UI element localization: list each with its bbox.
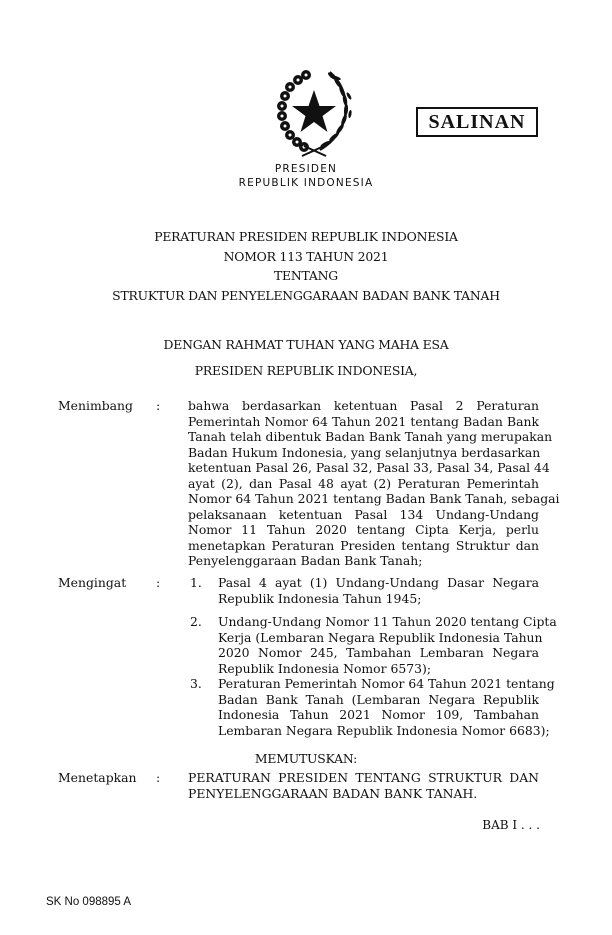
menimbang-line: pelaksanaan ketentuan Pasal 134 Undang-Undang <box>188 506 539 522</box>
menimbang-line: Tanah telah dibentuk Badan Bank Tanah yang merupakan <box>188 429 553 444</box>
mengingat-item-3 <box>218 676 555 738</box>
mengingat-line: 2020 Nomor 245, Tambahan Lembaran Negara <box>218 645 539 660</box>
issuer-title-line2: REPUBLIK INDONESIA <box>238 177 374 189</box>
mengingat-item-1 <box>218 575 539 606</box>
menimbang-line: Pemerintah Nomor 64 Tahun 2021 tentang Badan Bank <box>188 413 539 429</box>
regulation-about: TENTANG <box>273 268 339 283</box>
menetapkan-colon: : <box>156 770 161 785</box>
mengingat-item-2 <box>218 614 557 676</box>
menimbang-line: Nomor 11 Tahun 2020 tentang Cipta Kerja, perlu <box>188 522 539 537</box>
mengingat-item-number: 3. <box>190 676 202 691</box>
mengingat-line: Peraturan Pemerintah Nomor 64 Tahun 2021 tentang <box>218 676 555 691</box>
mengingat-colon: : <box>156 575 161 590</box>
issuer-title-line1: PRESIDEN <box>274 163 338 175</box>
memutuskan-heading: MEMUTUSKAN: <box>254 751 358 766</box>
salinan-stamp: SALINAN <box>416 107 538 137</box>
menimbang-line: Nomor 64 Tahun 2021 tentang Badan Bank Tanah, sebagai <box>188 491 560 506</box>
menetapkan-label: Menetapkan <box>58 770 137 785</box>
regulation-number: NOMOR 113 TAHUN 2021 <box>223 249 389 264</box>
menimbang-line: ayat (2), dan Pasal 48 ayat (2) Peraturan Pemerintah <box>188 475 539 491</box>
regulation-subject: STRUKTUR DAN PENYELENGGARAAN BADAN BANK TANAH <box>112 288 500 303</box>
page-continuation: BAB I . . . <box>482 818 540 832</box>
menimbang-line: bahwa berdasarkan ketentuan Pasal 2 Peraturan <box>188 398 539 413</box>
menimbang-body <box>188 398 560 569</box>
preamble-line2: PRESIDEN REPUBLIK INDONESIA, <box>194 363 418 378</box>
menimbang-line: menetapkan Peraturan Presiden tentang Struktur dan <box>188 537 539 553</box>
mengingat-line: Indonesia Tahun 2021 Nomor 109, Tambahan <box>218 707 539 722</box>
mengingat-line: Badan Bank Tanah (Lembaran Negara Republik <box>218 691 539 707</box>
mengingat-item-number: 1. <box>190 575 202 590</box>
menimbang-label: Menimbang <box>58 398 133 413</box>
menetapkan-line: PERATURAN PRESIDEN TENTANG STRUKTUR DAN <box>188 770 539 785</box>
mengingat-line: Republik Indonesia Nomor 6573); <box>218 660 432 676</box>
mengingat-line: Undang-Undang Nomor 11 Tahun 2020 tentang Cipta <box>218 614 557 629</box>
document-serial-number: SK No 098895 A <box>46 896 132 908</box>
menetapkan-line: PENYELENGGARAAN BADAN BANK TANAH. <box>188 785 478 801</box>
regulation-title: PERATURAN PRESIDEN REPUBLIK INDONESIA <box>154 229 458 244</box>
mengingat-line: Lembaran Negara Republik Indonesia Nomor 6683); <box>218 722 550 738</box>
mengingat-line: Kerja (Lembaran Negara Republik Indonesia Tahun <box>218 629 543 645</box>
menimbang-line: Badan Hukum Indonesia, yang selanjutnya berdasarkan <box>188 444 541 460</box>
menimbang-line: Penyelenggaraan Badan Bank Tanah; <box>188 553 423 568</box>
garuda-star-emblem-icon <box>274 66 354 158</box>
mengingat-item-number: 2. <box>190 614 202 629</box>
menimbang-colon: : <box>156 398 161 413</box>
menetapkan-body <box>188 770 539 801</box>
menimbang-line: ketentuan Pasal 26, Pasal 32, Pasal 33, Pasal 34, Pasal 44 <box>188 460 550 475</box>
preamble-line1: DENGAN RAHMAT TUHAN YANG MAHA ESA <box>163 337 449 352</box>
mengingat-label: Mengingat <box>58 575 127 590</box>
mengingat-line: Pasal 4 ayat (1) Undang-Undang Dasar Negara <box>218 575 539 590</box>
mengingat-line: Republik Indonesia Tahun 1945; <box>218 590 422 606</box>
